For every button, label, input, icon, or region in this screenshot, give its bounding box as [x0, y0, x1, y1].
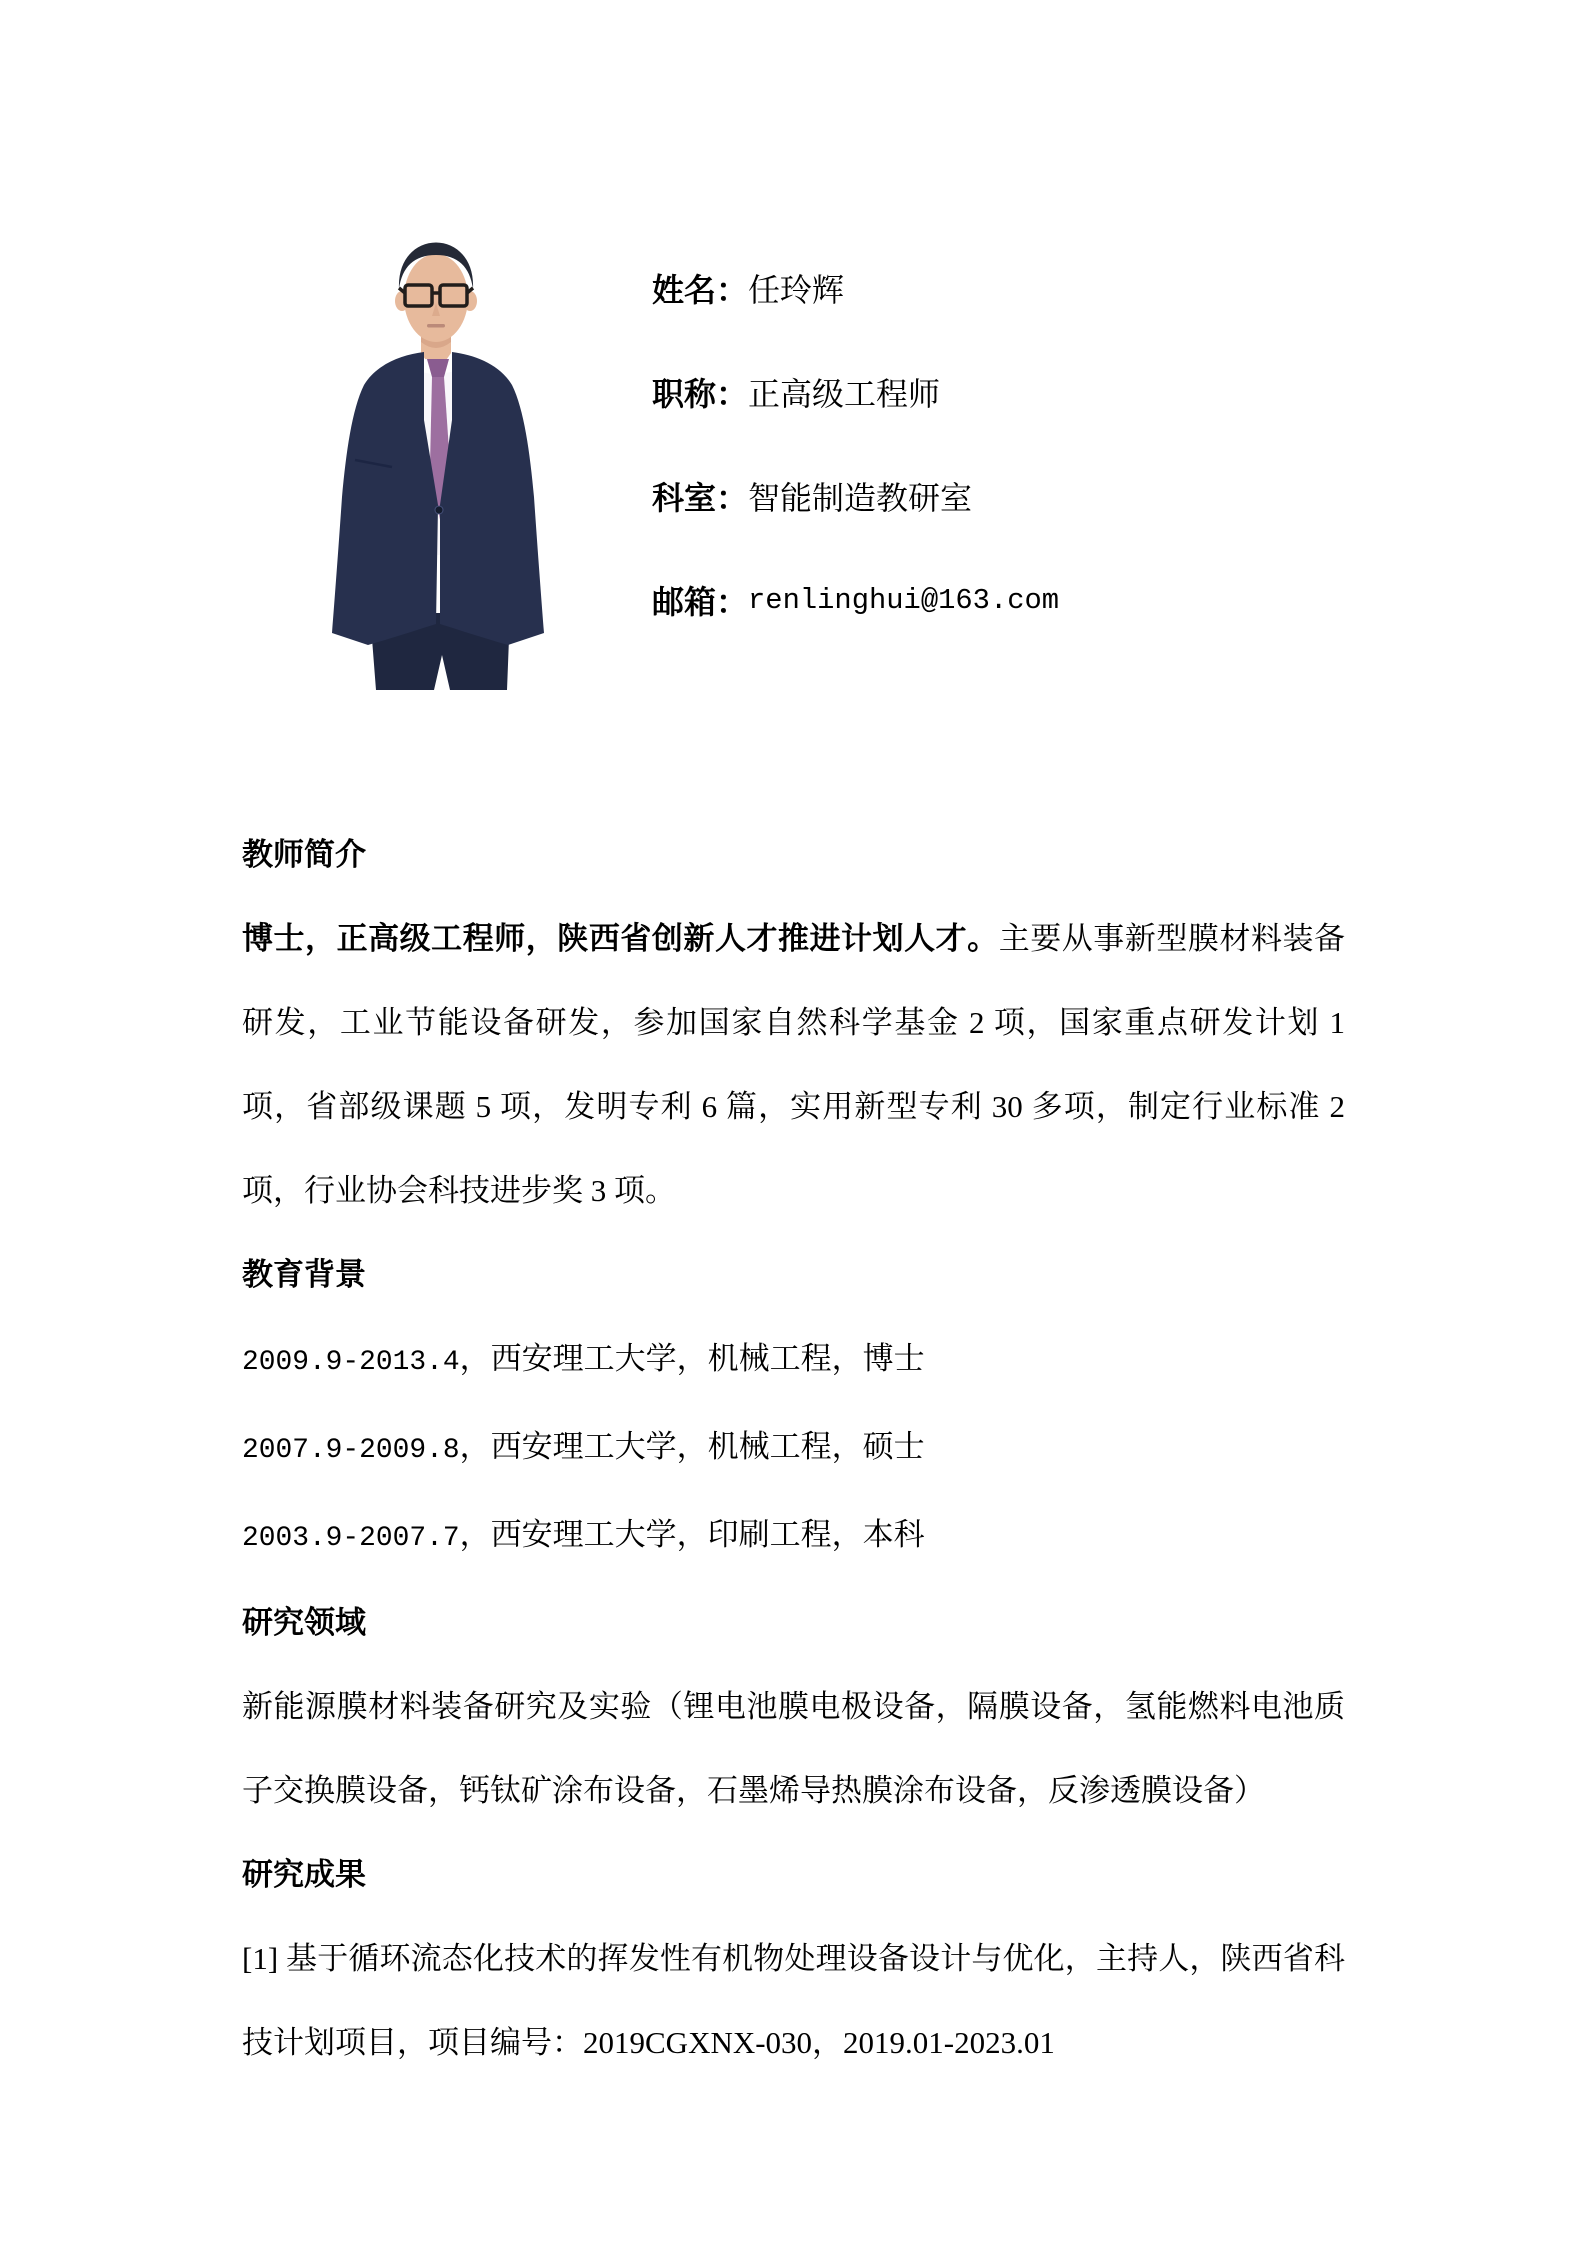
document-body	[242, 813, 1345, 2085]
education-item	[242, 1405, 1345, 1493]
email-label: 邮箱：	[652, 584, 749, 620]
mouth	[427, 324, 445, 328]
education-period: 2009.9-2013.4	[242, 1347, 460, 1378]
research-paragraph: 新能源膜材料装备研究及实验（锂电池膜电极设备，隔膜设备，氢能燃料电池质子交换膜设备，钙钛矿涂布设备，石墨烯导热膜涂布设备，反渗透膜设备）	[242, 1689, 1345, 1808]
achievement-item: [1] 基于循环流态化技术的挥发性有机物处理设备设计与优化，主持人，陕西省科技计划项目，项目编号：2019CGXNX-030，2019.01-2023.01	[242, 1941, 1345, 2060]
department-value: 智能制造教研室	[748, 480, 973, 516]
info-row-name	[652, 236, 1059, 340]
jacket-left	[332, 352, 438, 645]
section-heading-education: 教育背景	[242, 1257, 366, 1292]
portrait-illustration	[300, 155, 555, 690]
section-heading-intro: 教师简介	[242, 837, 366, 872]
title-label: 职称：	[652, 376, 749, 412]
education-item	[242, 1493, 1345, 1581]
name-value: 任玲辉	[748, 272, 845, 308]
info-row-title	[652, 340, 1059, 444]
education-period: 2007.9-2009.8	[242, 1435, 460, 1466]
info-panel	[652, 236, 1059, 652]
jacket-right	[440, 352, 544, 645]
education-period: 2003.9-2007.7	[242, 1523, 460, 1554]
info-row-department	[652, 444, 1059, 548]
jacket-button	[435, 506, 443, 514]
portrait-photo	[300, 155, 555, 690]
education-detail: ，西安理工大学，印刷工程，本科	[459, 1517, 925, 1552]
info-row-email	[652, 548, 1059, 652]
education-detail: ，西安理工大学，机械工程，博士	[459, 1341, 925, 1376]
department-label: 科室：	[652, 480, 749, 516]
section-heading-achievements: 研究成果	[242, 1857, 366, 1892]
intro-body: 主要从事新型膜材料装备研发，工业节能设备研发，参加国家自然科学基金 2 项，国家重点研发计划 1 项，省部级课题 5 项，发明专利 6 篇，实用新型专利 30 多项，制定行业标准 2 项，行业协会科技进步奖 3 项。	[242, 921, 1345, 1208]
intro-lead: 博士，正高级工程师，陕西省创新人才推进计划人才。	[242, 921, 999, 956]
title-value: 正高级工程师	[748, 376, 941, 412]
intro-paragraph	[242, 897, 1345, 1233]
education-item	[242, 1317, 1345, 1405]
face	[404, 254, 468, 342]
education-detail: ，西安理工大学，机械工程，硕士	[459, 1429, 925, 1464]
section-heading-research: 研究领域	[242, 1605, 366, 1640]
email-value: renlinghui@163.com	[748, 583, 1060, 617]
name-label: 姓名：	[652, 272, 749, 308]
